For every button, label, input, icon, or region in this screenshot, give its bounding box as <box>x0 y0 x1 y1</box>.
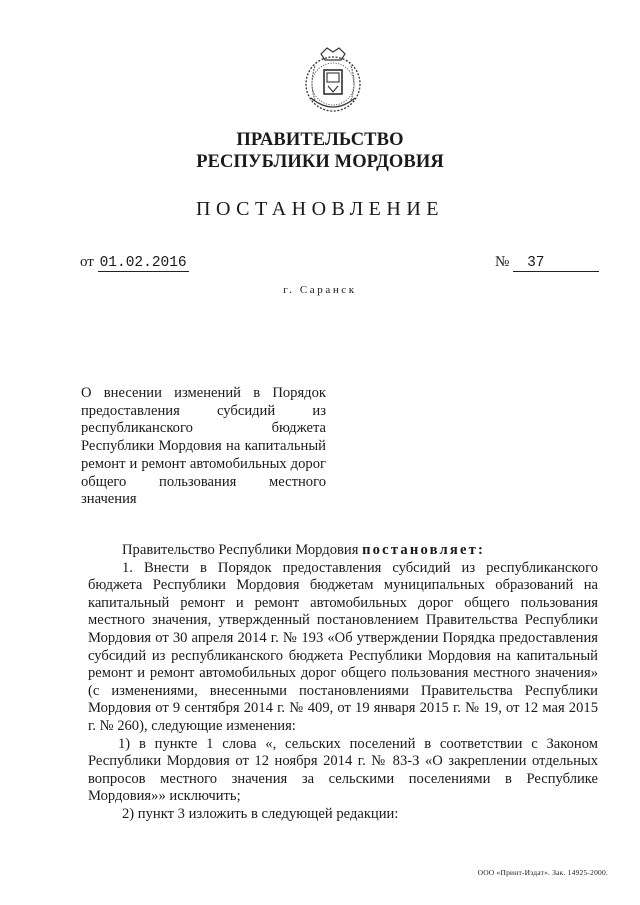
document-subject: О внесении изменений в Порядок предоставления субсидий из республиканского бюджета Республики Мордовия на капитальный ремонт и ремонт автомобильных дорог общего пользования местного значения <box>81 385 326 508</box>
subitem-2: 2) пункт 3 изложить в следующей редакции: <box>122 805 399 822</box>
government-title-line2: РЕСПУБЛИКИ МОРДОВИЯ <box>196 152 444 172</box>
date-row <box>80 254 189 272</box>
city-name: г. Саранск <box>283 284 357 296</box>
resolution-intro <box>88 542 598 560</box>
document-number: 37 <box>513 255 599 272</box>
printer-imprint: ООО «Принт-Издат». Зак. 14925-2000. <box>477 868 608 877</box>
document-body <box>88 542 598 824</box>
date-prefix: от <box>80 254 94 270</box>
subitem-1: 1) в пункте 1 слова «, сельских поселений в соответствии с Законом Республики Мордовия от 12 ноября 2014 г. № 83-З «О закреплении отдельных вопросов местного значения за сельскими поселениями в Республике Мордовия»» исключить; <box>88 735 598 805</box>
paragraph-1: 1. Внести в Порядок предоставления субсидий из республиканского бюджета Республики Мордовия бюджетам муниципальных образований на капитальный ремонт и ремонт автомобильных дорог общего пользования местного значения, утвержденный постановлением Правительства Республики Мордовия от 30 апреля 2014 г. № 193 «Об утверждении Порядка предоставления субсидий из республиканского бюджета Республики Мордовия на капитальный ремонт и ремонт автомобильных дорог общего пользования местного значения» (с изменениями, внесенными постановлениями Правительства Республики Мордовия от 9 сентября 2014 г. № 409, от 19 января 2015 г. № 19, от 12 мая 2015 г. № 260), следующие изменения: <box>88 559 598 734</box>
number-prefix: № <box>495 254 510 270</box>
government-title-line1: ПРАВИТЕЛЬСТВО <box>236 130 404 150</box>
number-row <box>495 254 599 272</box>
intro-lead: Правительство Республики Мордовия <box>122 542 363 558</box>
coat-of-arms-emblem <box>297 46 369 118</box>
document-type: ПОСТАНОВЛЕНИЕ <box>196 198 444 220</box>
document-date: 01.02.2016 <box>99 255 187 271</box>
intro-verb: постановляет: <box>362 542 486 558</box>
